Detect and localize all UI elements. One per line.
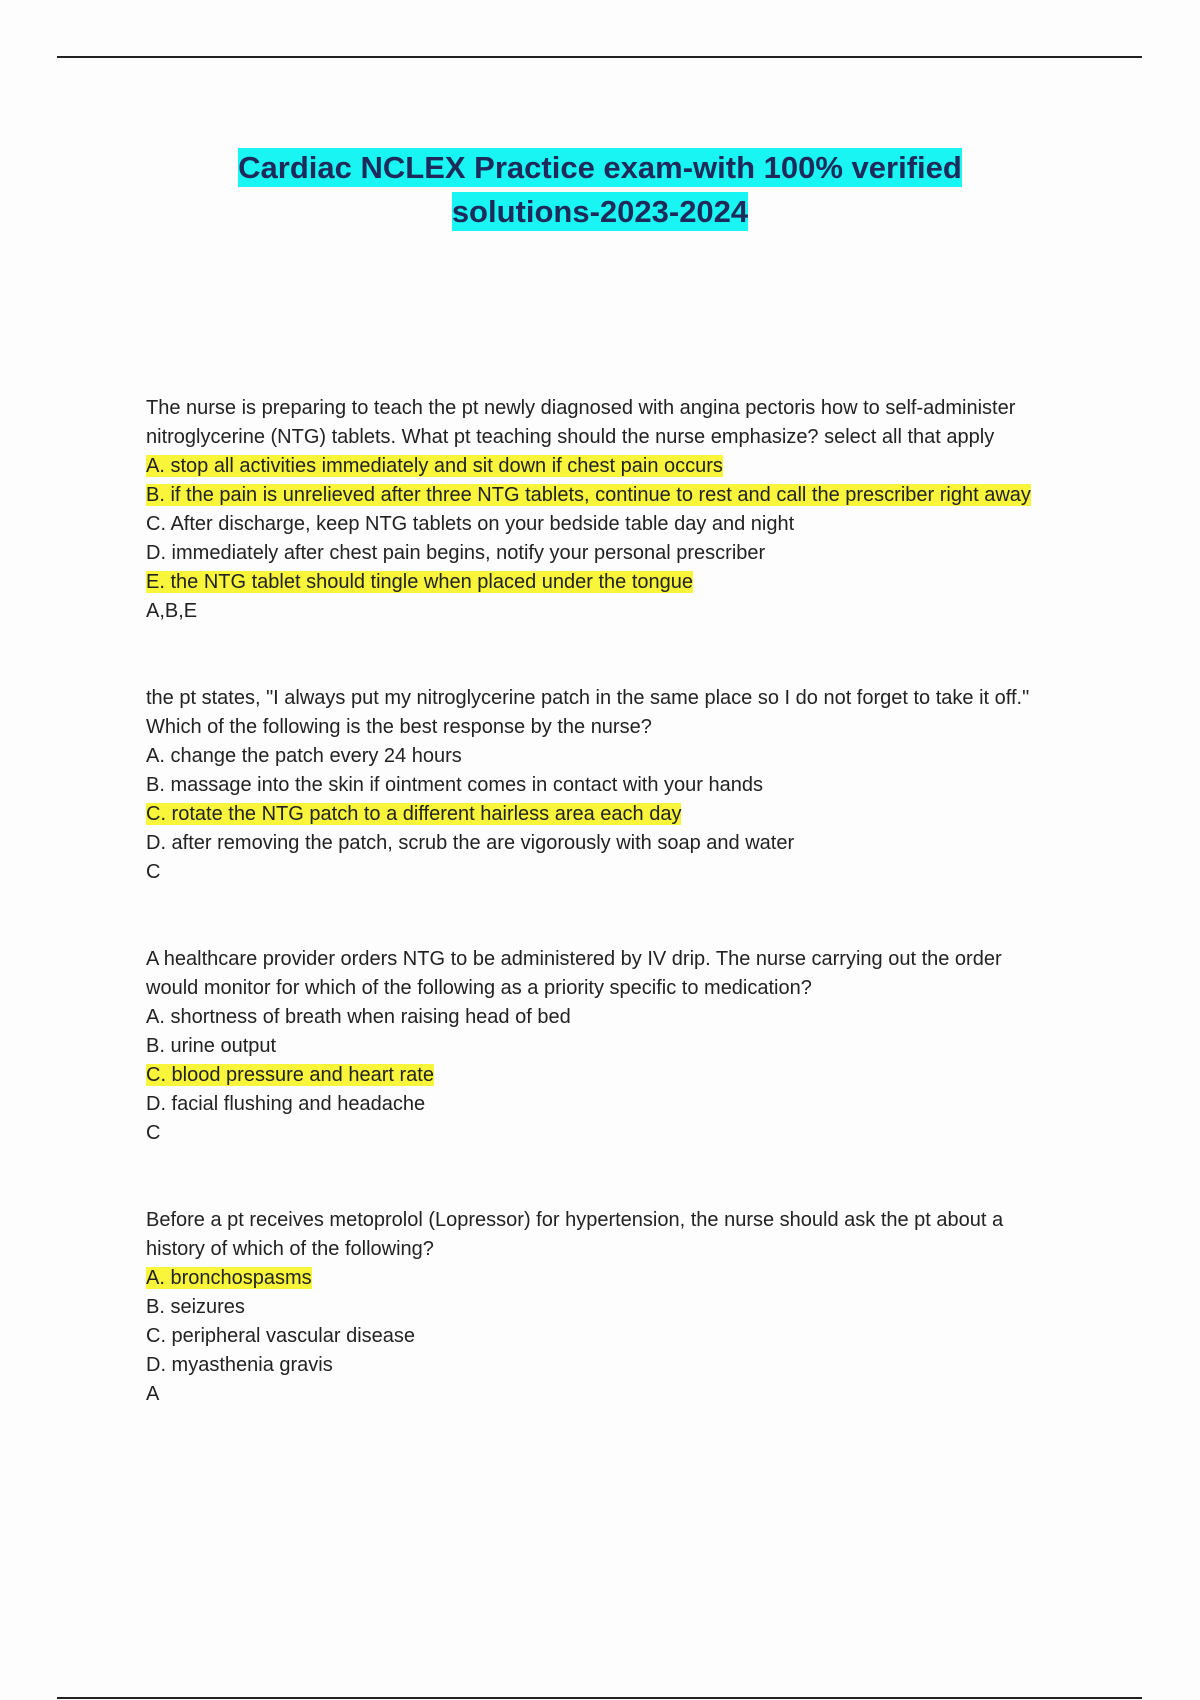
option-d: D. myasthenia gravis [146,1354,333,1376]
option-c: C. After discharge, keep NTG tablets on your bedside table day and night [146,513,795,535]
option-a: A. shortness of breath when raising head of bed [146,1006,571,1028]
option-c: C. rotate the NTG patch to a different hairless area each day [146,803,682,825]
question-stem: the pt states, "I always put my nitroglycerine patch in the same place so I do not forget to take it off." Which of the following is the best response by the nurse? [146,687,1030,738]
question-block [146,1206,1046,1409]
top-rule [57,56,1142,58]
option-a: A. change the patch every 24 hours [146,745,462,767]
question-block [146,684,1046,887]
option-b: B. massage into the skin if ointment comes in contact with your hands [146,774,763,796]
option-d: D. immediately after chest pain begins, notify your personal prescriber [146,542,766,564]
answer-key: C [146,861,161,883]
option-a: A. bronchospasms [146,1267,312,1289]
option-b: B. if the pain is unrelieved after three NTG tablets, continue to rest and call the prescriber right away [146,484,1031,506]
question-block [146,394,1046,626]
answer-key: A [146,1383,160,1405]
question-block [146,945,1046,1148]
answer-key: A,B,E [146,600,198,622]
bottom-rule [57,1697,1142,1699]
question-stem: The nurse is preparing to teach the pt newly diagnosed with angina pectoris how to self-administer nitroglycerine (NTG) tablets. What pt teaching should the nurse emphasize? select all that apply [146,397,1016,448]
document-title [0,146,1200,234]
option-c: C. peripheral vascular disease [146,1325,416,1347]
title-line-2: solutions-2023-2024 [451,194,749,229]
option-e: E. the NTG tablet should tingle when placed under the tongue [146,571,694,593]
question-stem: Before a pt receives metoprolol (Lopressor) for hypertension, the nurse should ask the pt about a history of which of the following? [146,1209,1004,1260]
questions-list [146,394,1046,1467]
option-b: B. seizures [146,1296,245,1318]
option-b: B. urine output [146,1035,277,1057]
answer-key: C [146,1122,161,1144]
option-d: D. after removing the patch, scrub the are vigorously with soap and water [146,832,795,854]
question-stem: A healthcare provider orders NTG to be administered by IV drip. The nurse carrying out the order would monitor for which of the following as a priority specific to medication? [146,948,1002,999]
title-line-1: Cardiac NCLEX Practice exam-with 100% verified [238,150,962,185]
option-c: C. blood pressure and heart rate [146,1064,434,1086]
option-d: D. facial flushing and headache [146,1093,426,1115]
option-a: A. stop all activities immediately and sit down if chest pain occurs [146,455,723,477]
